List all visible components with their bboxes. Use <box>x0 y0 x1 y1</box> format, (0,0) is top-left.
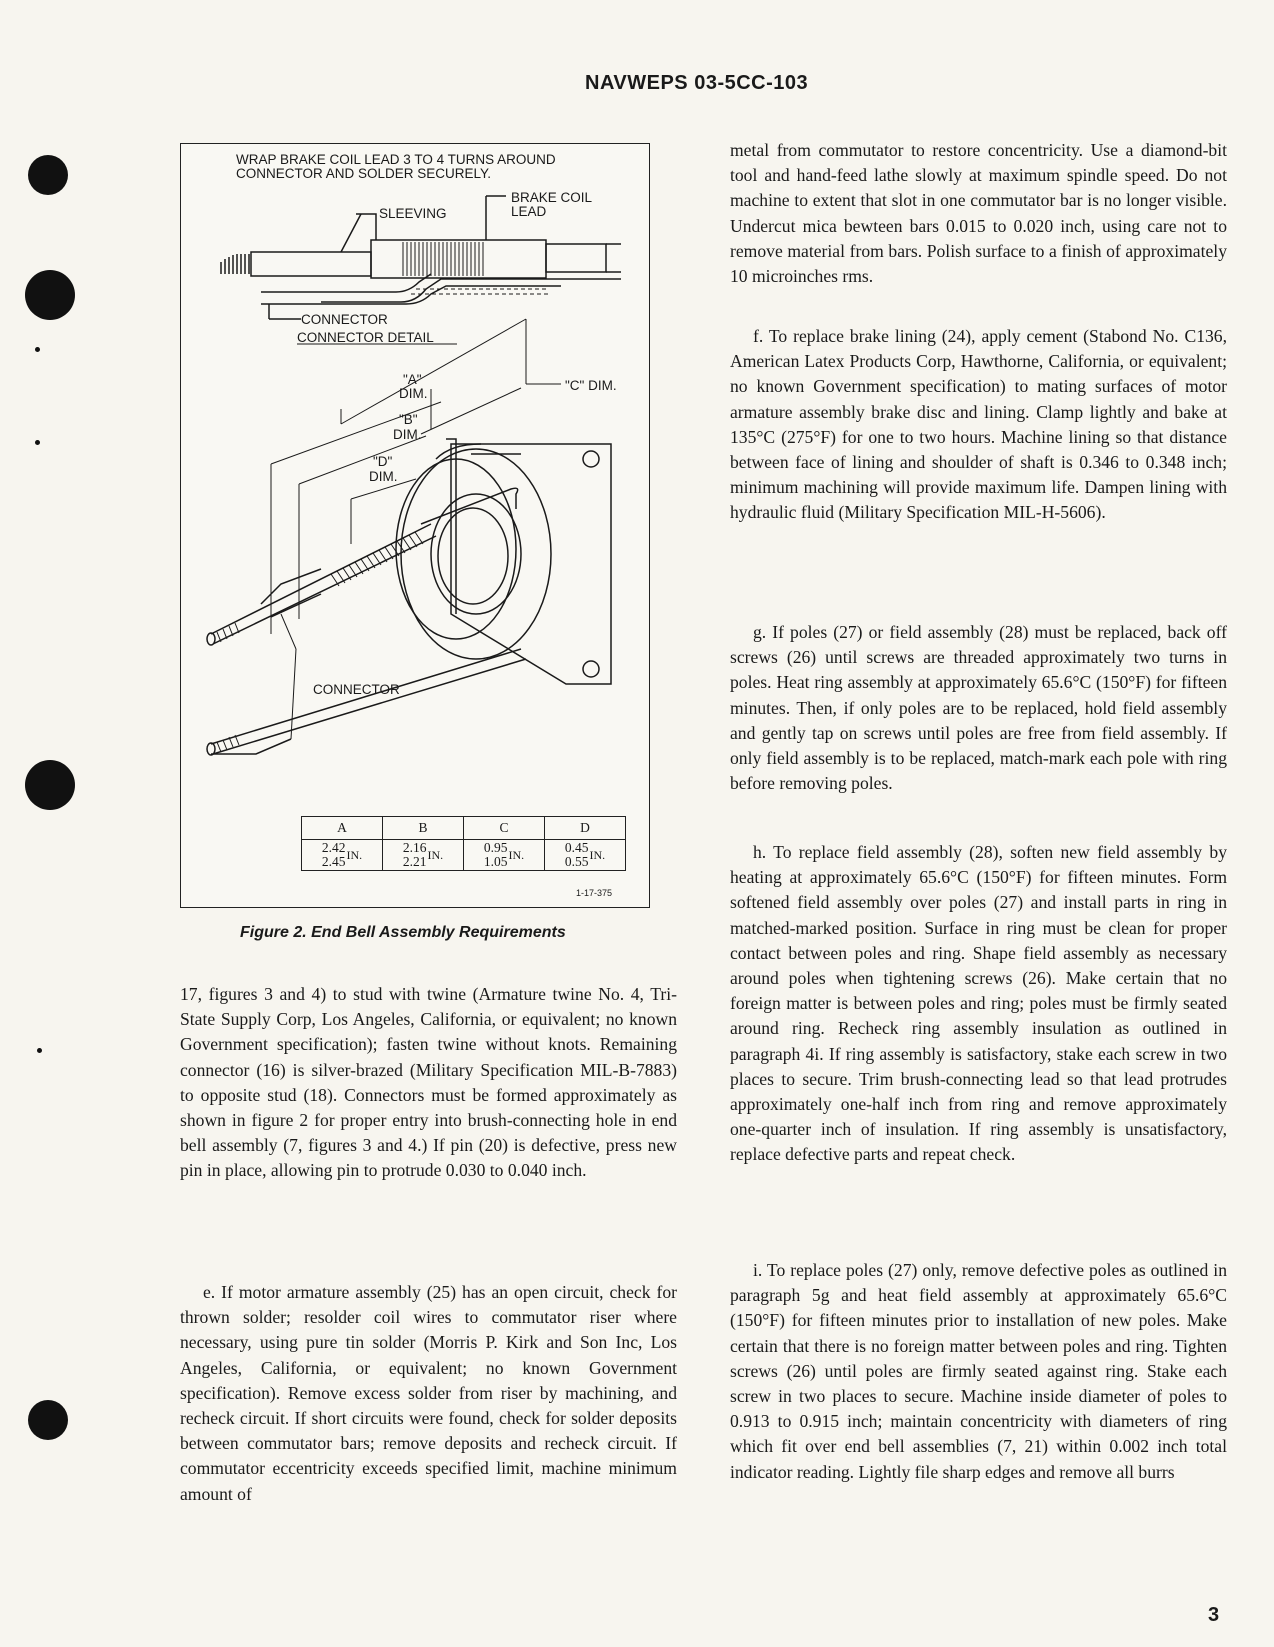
dim-b-max: 2.21 <box>402 854 427 869</box>
wrap-note-line1: WRAP BRAKE COIL LEAD 3 TO 4 TURNS AROUND <box>236 152 556 167</box>
margin-mark <box>37 1048 42 1053</box>
label-sleeving: SLEEVING <box>379 206 447 221</box>
figure-2 <box>180 143 650 908</box>
left-paragraph-1: 17, figures 3 and 4) to stud with twine (Armature twine No. 4, Tri-State Supply Corp, Los Angeles, California, or equivalent; no known Government specification); fasten twine without knots. Remaining connector (16) is silver-brazed (Military Specification MIL-B-7883) to opposite stud (18). Connectors must be formed approximately as shown in figure 2 for proper entry into brush-connecting hole in end bell assembly (7, figures 3 and 4.) If pin (20) is defective, press new pin in place, allowing pin to protrude 0.030 to 0.040 inch. <box>180 984 677 1181</box>
margin-mark <box>35 440 40 445</box>
figure-caption: Figure 2. End Bell Assembly Requirements <box>240 924 566 941</box>
dim-b-min: 2.16 <box>402 840 427 855</box>
label-c-dim: "C" DIM. <box>565 378 617 393</box>
label-connector-top: CONNECTOR <box>301 312 388 327</box>
dim-b-unit: IN. <box>427 847 444 862</box>
label-d-dim-1: "D" <box>373 454 393 469</box>
end-bell-drawing <box>181 144 651 909</box>
wrap-note-line2: CONNECTOR AND SOLDER SECURELY. <box>236 166 492 181</box>
label-b-dim-1: "B" <box>399 412 418 427</box>
dim-cell-b <box>383 840 464 871</box>
table-header: B <box>383 817 464 840</box>
dim-c-min: 0.95 <box>483 840 508 855</box>
label-a-dim-1: "A" <box>403 372 422 387</box>
right-paragraph-i: i. To replace poles (27) only, remove defective poles as outlined in paragraph 5g and heat field assembly at approximately 65.6°C (150°F) for fifteen minutes prior to installation of new poles. Make certain that there is no foreign matter between poles and ring. Tighten screws (26) until poles are firmly seated against ring. Stake each screw in two places to secure. Machine inside diameter of poles to 0.913 to 0.915 inch; maintain concentricity with diameters of ring which fit over end bell assemblies (7, 21) within 0.002 inch total indicator reading. Lightly file sharp edges and remove all burrs <box>730 1260 1227 1482</box>
dim-cell-d <box>545 840 626 871</box>
label-a-dim-2: DIM. <box>399 386 428 401</box>
table-header-row <box>302 817 626 840</box>
dim-cell-c <box>464 840 545 871</box>
label-d-dim-2: DIM. <box>369 469 398 484</box>
right-paragraph-h: h. To replace field assembly (28), soften new field assembly by heating at approximately 65.6°C (150°F) for fifteen minutes. Form softened field assembly over poles (27) and install parts in ring in matched-marked position. Surface in ring must be clean for proper contact between poles and ring. Shape field assembly as necessary around poles when tightening screws (26). Make certain that no foreign matter is between poles and ring; poles must be firmly seated around ring. Recheck ring assembly insulation as outlined in paragraph 4i. If ring assembly is satisfactory, stake each screw in two places to secure. Trim brush-connecting lead so that lead protrudes approximately one-half inch from ring and remove approximately one-quarter inch of insulation. If ring assembly is unsatisfactory, replace defective parts and repeat check. <box>730 842 1227 1165</box>
binder-hole-top <box>28 155 68 195</box>
label-brake-coil: BRAKE COIL <box>511 190 593 205</box>
document-number: NAVWEPS 03-5CC-103 <box>585 72 809 94</box>
dim-d-max: 0.55 <box>564 854 589 869</box>
label-lead: LEAD <box>511 204 547 219</box>
dim-c-unit: IN. <box>508 847 525 862</box>
binder-hole-upper <box>25 270 75 320</box>
binder-hole-lower <box>25 760 75 810</box>
right-paragraph-f: f. To replace brake lining (24), apply cement (Stabond No. C136, American Latex Products Corp, Hawthorne, California, or equivalent; no known Government specification) to mating surfaces of motor armature assembly brake disc and lining. Clamp lightly and bake at 135°C (275°F) for one to two hours. Machine lining so that distance between face of lining and shoulder of shaft is 0.346 to 0.348 inch; minimum machining will provide maximum life. Dampen lining with hydraulic fluid (Military Specification MIL-H-5606). <box>730 326 1227 523</box>
label-connector-detail: CONNECTOR DETAIL <box>297 330 434 345</box>
label-b-dim-2: DIM. <box>393 427 422 442</box>
label-connector-bottom: CONNECTOR <box>313 682 400 697</box>
dim-c-max: 1.05 <box>483 854 508 869</box>
dim-d-unit: IN. <box>589 847 606 862</box>
lower-stud <box>207 649 526 755</box>
figure-code: 1-17-375 <box>576 888 613 898</box>
table-row <box>302 840 626 871</box>
dim-a-min: 2.42 <box>321 840 346 855</box>
dimension-table <box>301 816 626 871</box>
dim-a-unit: IN. <box>346 847 363 862</box>
end-bell-assembly-drawing <box>207 439 611 755</box>
page-number: 3 <box>1208 1604 1220 1626</box>
table-header: C <box>464 817 545 840</box>
dim-cell-a <box>302 840 383 871</box>
table-header: D <box>545 817 626 840</box>
margin-mark <box>35 347 40 352</box>
right-paragraph-g: g. If poles (27) or field assembly (28) must be replaced, back off screws (26) until screws are threaded approximately two turns in poles. Heat ring assembly at approximately 65.6°C (150°F) for fifteen minutes. Then, if only poles are to be replaced, hold field assembly and gently tap on screws until poles are free from field assembly. If only field assembly is to be replaced, match-mark each pole with ring before removing poles. <box>730 622 1227 794</box>
table-header: A <box>302 817 383 840</box>
right-paragraph-1: metal from commutator to restore concentricity. Use a diamond-bit tool and hand-feed lathe slowly at maximum spindle speed. Do not machine to extent that slot in one commutator bar is no longer visible. Undercut mica bewteen bars 0.015 to 0.020 inch, using care not to remove material from bars. Polish surface to a finish of approximately 10 microinches rms. <box>730 140 1227 287</box>
left-paragraph-e: e. If motor armature assembly (25) has an open circuit, check for thrown solder; resolder coil wires to commutator riser where necessary, using pure tin solder (Morris P. Kirk and Son Inc, Los Angeles, California, or equivalent; no known Government specification). Remove excess solder from riser by machining, and recheck circuit. If short circuits were found, check for solder deposits between commutator bars; remove deposits and recheck circuit. If commutator eccentricity exceeds specified limit, machine minimum amount of <box>180 1282 677 1504</box>
dim-a-max: 2.45 <box>321 854 346 869</box>
binder-hole-bottom <box>28 1400 68 1440</box>
dim-d-min: 0.45 <box>564 840 589 855</box>
